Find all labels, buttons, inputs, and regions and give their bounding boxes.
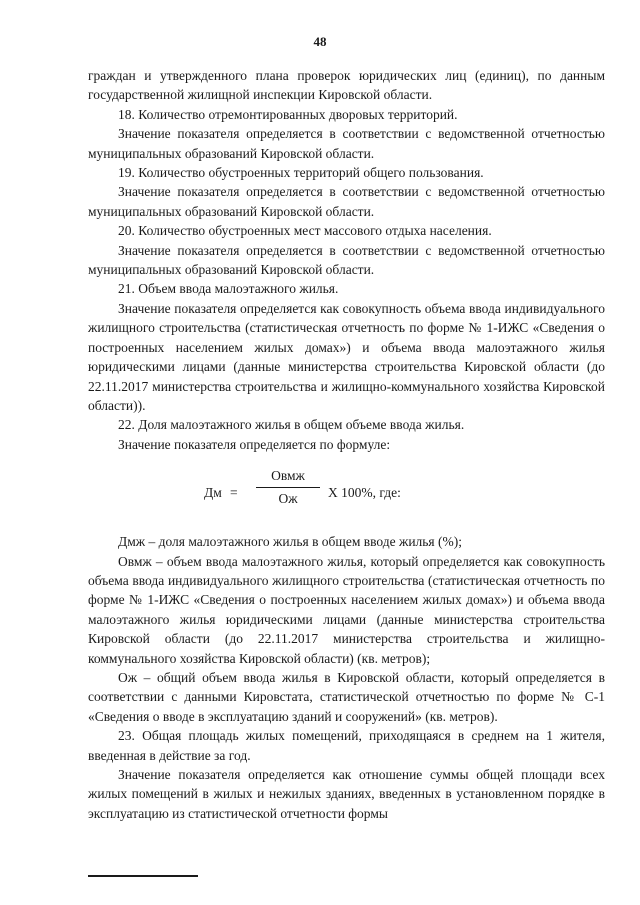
paragraph: граждан и утвержденного плана проверок юридических лиц (единиц), по данным государственной жилищной инспекции Кировской области.: [88, 68, 605, 103]
formula-fraction: [256, 466, 320, 508]
formula-numerator: Овмж: [256, 466, 320, 487]
paragraph: Значение показателя определяется в соответствии с ведомственной отчетностью муниципальных образований Кировской области.: [88, 242, 605, 278]
formula-denominator: Ож: [278, 490, 298, 506]
formula-multiplier: Х 100%, где:: [328, 485, 401, 501]
paragraph: 23. Общая площадь жилых помещений, приходящаяся в среднем на 1 жителя, введенная в действие за год.: [88, 728, 605, 763]
paragraph: 20. Количество обустроенных мест массового отдыха населения.: [118, 223, 492, 239]
formula: [88, 466, 605, 522]
paragraph: Ож – общий объем ввода жилья в Кировской области, который определяется в соответствии с данными Кировстата, статистической отчетностью по форме № С-1 «Сведения о вводе в эксплуатацию зданий и сооружений» (кв. метров).: [88, 669, 605, 724]
page-number: 48: [313, 34, 327, 49]
paragraph: Значение показателя определяется как отношение суммы общей площади всех жилых помещений в жилых и нежилых зданиях, введенных в установленном порядке в эксплуатацию из статистической отчетности формы: [88, 767, 605, 821]
paragraph: Значение показателя определяется по формуле:: [118, 436, 391, 452]
paragraph: Овмж – объем ввода малоэтажного жилья, который определяется как совокупность объема ввода индивидуального жилищного строительства (статистическая отчетность по форме № 1-ИЖС «Сведения о построенных населением жилых домах») и объема ввода малоэтажного жилья юридическими лицами (данные министерства строительства Кировской области (до 22.11.2017 министерства строительства и жилищно-коммунального хозяйства Кировской области) (кв. метров);: [88, 553, 605, 666]
paragraphs-bottom: [88, 532, 605, 823]
paragraph: Значение показателя определяется в соответствии с ведомственной отчетностью муниципальных образований Кировской области.: [88, 126, 605, 161]
footer-rule: [88, 875, 198, 877]
formula-lhs: Дм: [204, 485, 222, 501]
paragraph: 22. Доля малоэтажного жилья в общем объеме ввода жилья.: [118, 417, 465, 433]
paragraph: 19. Количество обустроенных территорий общего пользования.: [118, 165, 484, 181]
formula-equals: =: [230, 485, 238, 501]
document-body: [88, 66, 605, 823]
paragraph: Значение показателя определяется в соответствии с ведомственной отчетностью муниципальных образований Кировской области.: [88, 184, 605, 219]
paragraph: 18. Количество отремонтированных дворовых территорий.: [118, 106, 458, 122]
paragraph: Дмж – доля малоэтажного жилья в общем вводе жилья (%);: [118, 534, 463, 550]
paragraph: 21. Объем ввода малоэтажного жилья.: [118, 281, 339, 297]
paragraph: Значение показателя определяется как совокупность объема ввода индивидуального жилищного строительства (статистическая отчетность по форме № 1-ИЖС «Сведения о построенных населением жилых домах») и объема ввода малоэтажного жилья юридическими лицами (данные министерства строительства Кировской области (до 22.11.2017 министерства строительства и жилищно-коммунального хозяйства Кировской области)).: [88, 300, 605, 413]
paragraphs-top: [88, 66, 605, 454]
